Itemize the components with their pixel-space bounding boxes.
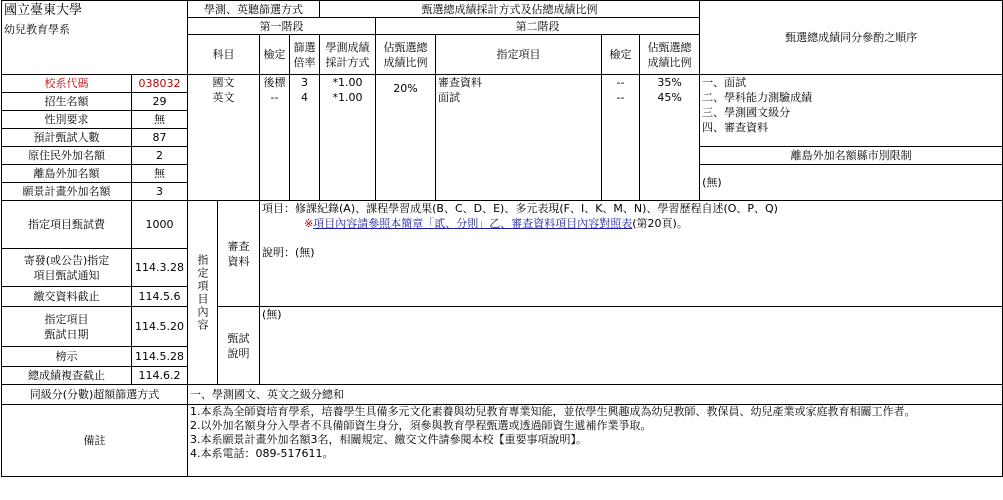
tiebreak-header: 甄選總成績同分參酌之順序	[700, 1, 1003, 75]
interview-desc: (無)	[260, 307, 1003, 385]
admission-table	[1, 0, 1003, 477]
schedule-value: 1000	[132, 201, 188, 249]
remarks-content	[188, 405, 1003, 477]
info-value: 87	[132, 129, 188, 147]
note-tail: (第20頁)。	[632, 217, 688, 230]
info-label: 預計甄試人數	[2, 129, 132, 147]
remark-line: 4.本系電話：089-517611。	[190, 447, 334, 460]
selection-method-header: 甄選總成績採計方式及佔總成績比例	[320, 1, 700, 18]
info-value: 無	[132, 111, 188, 129]
stage2-items: 審查資料 面試	[436, 75, 602, 201]
review-content	[260, 201, 1003, 307]
school-cell	[2, 1, 188, 75]
schedule-label: 指定項目甄試費	[2, 201, 132, 249]
check2-header: 檢定	[602, 35, 640, 75]
remarks-label: 備註	[2, 405, 188, 477]
tie-screen-value: 一、學測國文、英文之級分總和	[188, 385, 1003, 405]
schedule-label: 指定項目 甄試日期	[2, 307, 132, 347]
schedule-value: 114.5.6	[132, 287, 188, 307]
tiebreak-list: 一、面試 二、學科能力測驗成績 三、學測國文級分 四、審查資料	[700, 75, 1003, 147]
review-label: 審查 資料	[218, 201, 260, 307]
info-label: 校系代碼	[2, 75, 132, 93]
info-label: 離島外加名額	[2, 165, 132, 183]
specified-content-text: 指定項目內容	[196, 253, 210, 332]
score-method-header: 學測成績 採計方式	[320, 35, 376, 75]
schedule-label: 寄發(或公告)指定 項目甄試通知	[2, 249, 132, 287]
info-value: 3	[132, 183, 188, 201]
remark-line: 3.本系願景計畫外加名額3名，相關規定、繳交文件請參閱本校【重要事項說明】。	[190, 433, 588, 446]
review-items-prefix: 項目：	[262, 202, 296, 215]
note-link[interactable]: 項目內容請參照本簡章「貳、分則」乙、審查資料項目內容對照表	[313, 217, 633, 230]
schedule-label: 總成績複查截止	[2, 367, 132, 385]
check-header: 檢定	[260, 35, 290, 75]
info-value: 29	[132, 93, 188, 111]
stage1-score-methods: *1.00 *1.00	[320, 75, 376, 201]
stage1-multiples: 3 4	[290, 75, 320, 201]
remark-line: 2.以外加名額身分入學者不具備師資生身分，須參與教育學程甄選或透過師資生遞補作業爭取。	[190, 419, 652, 432]
test-method-header: 學測、英聽篩選方式	[188, 1, 320, 18]
review-desc: 說明：(無)	[262, 246, 315, 259]
multiple-header: 篩選 倍率	[290, 35, 320, 75]
schedule-value: 114.5.20	[132, 307, 188, 347]
item-header: 指定項目	[436, 35, 602, 75]
stage1-ratio: 20%	[376, 75, 436, 201]
stage2-checks: -- --	[602, 75, 640, 201]
schedule-value: 114.5.28	[132, 347, 188, 367]
stage1-checks: 後標 --	[260, 75, 290, 201]
info-value: 無	[132, 165, 188, 183]
subject-header: 科目	[188, 35, 260, 75]
ratio2-header: 佔甄選總 成績比例	[640, 35, 700, 75]
stage2-ratios: 35% 45%	[640, 75, 700, 201]
schedule-label: 榜示	[2, 347, 132, 367]
dept-name: 幼兒教育學系	[4, 23, 70, 36]
interview-label: 甄試 說明	[218, 307, 260, 385]
stage1-subjects: 國文 英文	[188, 75, 260, 201]
info-value: 038032	[132, 75, 188, 93]
info-label: 原住民外加名額	[2, 147, 132, 165]
info-label: 性別要求	[2, 111, 132, 129]
school-name: 國立臺東大學	[4, 3, 83, 18]
stage1-header: 第一階段	[188, 18, 376, 35]
ratio-header: 佔甄選總 成績比例	[376, 35, 436, 75]
note-mark: ※	[304, 217, 314, 230]
review-items: 修課紀錄(A)、課程學習成果(B、C、D、E)、多元表現(F、I、K、M、N)、學習歷程自述(O、P、Q)	[295, 202, 778, 215]
info-value: 2	[132, 147, 188, 165]
info-label: 願景計畫外加名額	[2, 183, 132, 201]
schedule-label: 繳交資料截止	[2, 287, 132, 307]
specified-content-label	[188, 201, 218, 385]
schedule-value: 114.6.2	[132, 367, 188, 385]
remark-line: 1.本系為全師資培育學系，培養學生具備多元文化素養與幼兒教育專業知能，並依學生興趣成為幼兒教師、教保員、幼兒產業或家庭教育相關工作者。	[190, 405, 916, 418]
tie-screen-label: 同級分(分數)超額篩選方式	[2, 385, 188, 405]
info-label: 招生名額	[2, 93, 132, 111]
island-limit-header: 離島外加名額縣市別限制	[700, 147, 1003, 165]
stage2-header: 第二階段	[376, 18, 700, 35]
island-limit-value: (無)	[700, 165, 1003, 201]
schedule-value: 114.3.28	[132, 249, 188, 287]
